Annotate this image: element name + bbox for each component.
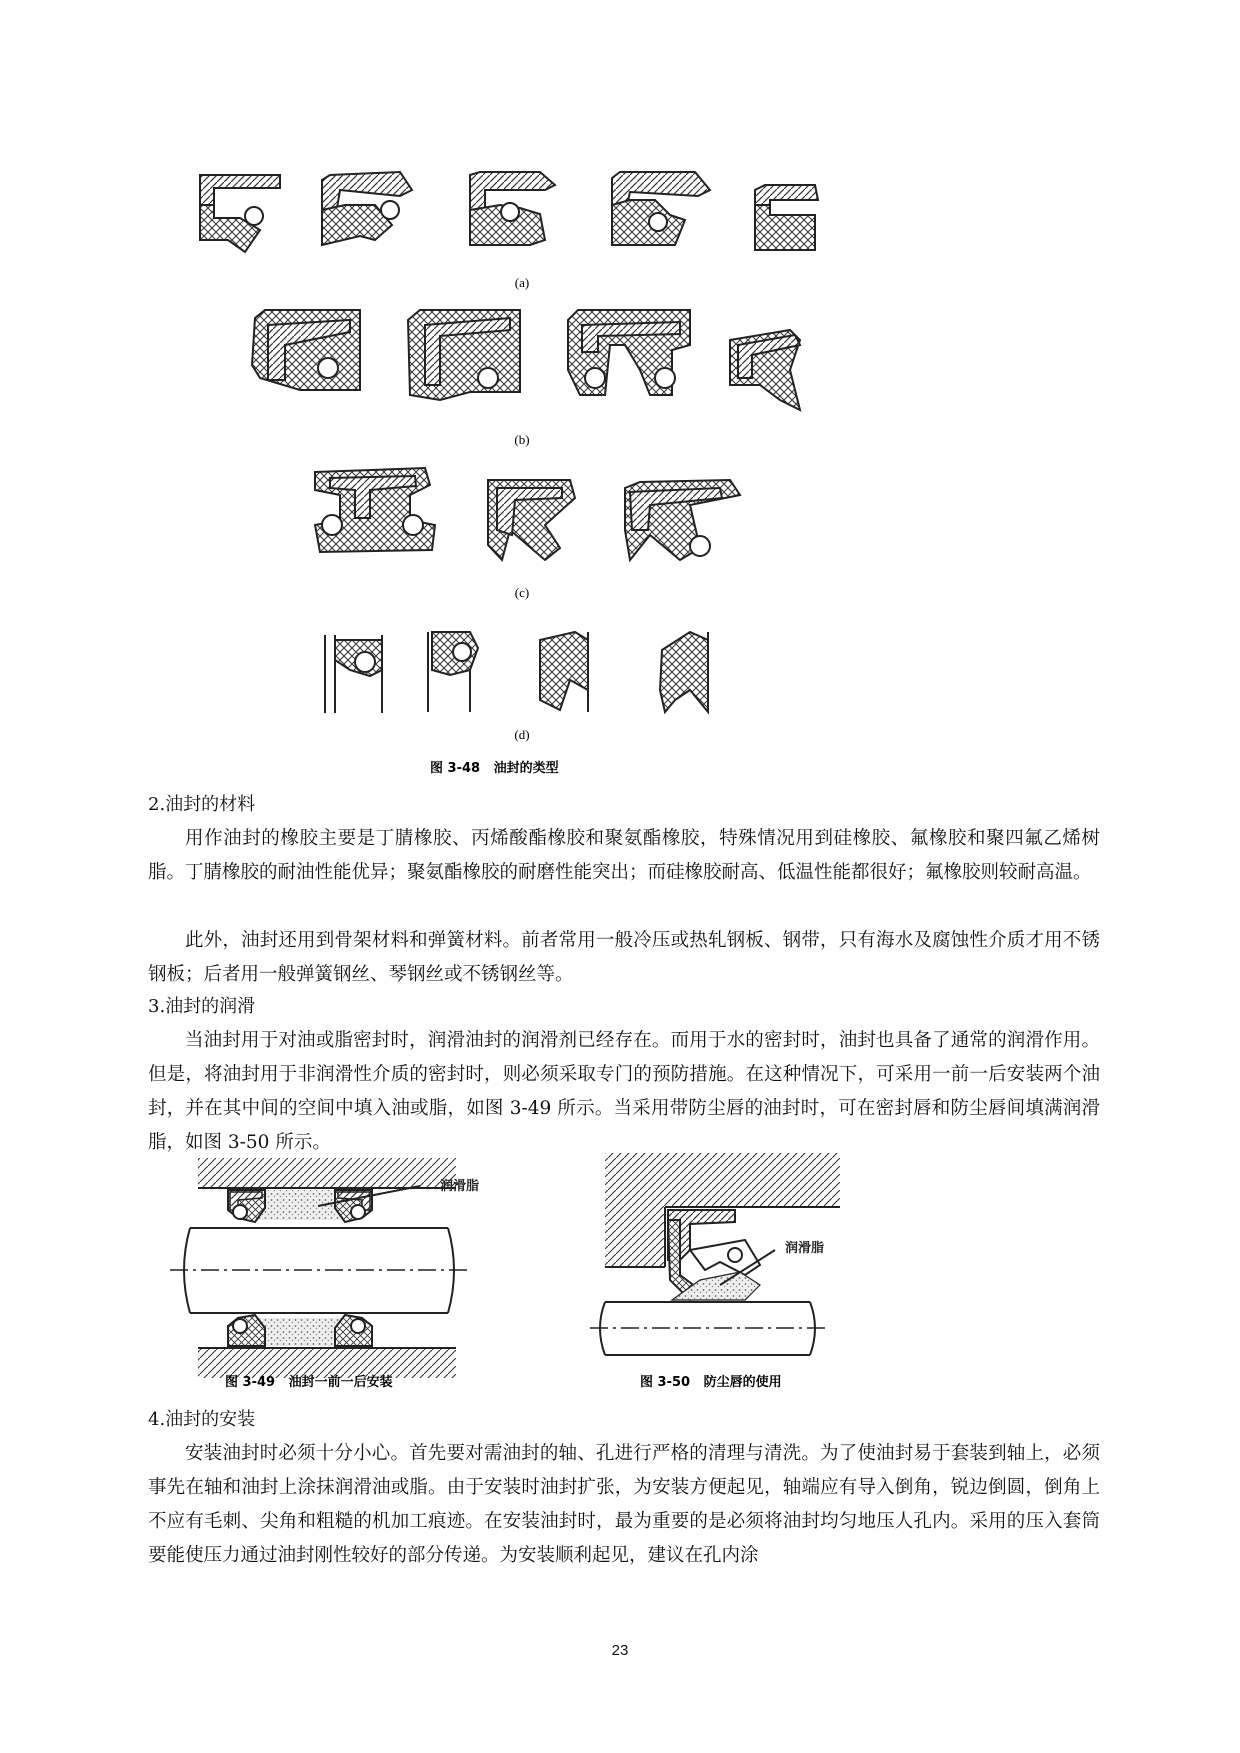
figure-3-50-caption: 图 3-50 防尘唇的使用 [640, 1375, 782, 1390]
seal-b1 [252, 310, 360, 390]
figure-3-49-illustration [170, 1158, 470, 1378]
figure-3-50-callout: 润滑脂 [785, 1241, 825, 1256]
figure-label-c: (c) [514, 585, 530, 600]
figure-3-49-callout: 润滑脂 [440, 1179, 480, 1194]
section-3-paragraph-1: 当油封用于对油或脂密封时，润滑油封的润滑剂已经存在。而用于水的密封时，油封也具备了通常的润滑作用。但是，将油封用于非润滑性介质的密封时，则必须采取专门的预防措施。在这种情况下，可采用一前一后安装两个油封，并在其中间的空间中填入油或脂，如图 3-49 所示。当采用带防尘唇的油封时，可在密封唇和防尘唇间填满润滑脂，如图 3-50 所示。 [148, 1030, 1100, 1153]
figure-3-48-drawing [0, 0, 1240, 800]
section-2-paragraph-2: 此外，油封还用到骨架材料和弹簧材料。前者常用一般冷压或热轧钢板、钢带，只有海水及腐蚀性介质才用不锈钢板；后者用一般弹簧钢丝、琴钢丝或不锈钢丝等。 [148, 930, 1100, 985]
seal-c2 [488, 480, 575, 560]
seal-d3 [540, 632, 588, 712]
page-number: 23 [611, 1642, 629, 1659]
section-2-heading: 2.油封的材料 [148, 794, 256, 815]
section-4-paragraph-1: 安装油封时必须十分小心。首先要对需油封的轴、孔进行严格的清理与清洗。为了使油封易于套装到轴上，必须事先在轴和油封上涂抹润滑油或脂。由于安装时油封扩张，为安装方便起见，轴端应有导入倒角，锐边倒圆，倒角上不应有毛刺、尖角和粗糙的机加工痕迹。在安装油封时，最为重要的是必须将油封均匀地压人孔内。采用的压入套筒要能使压力通过油封刚性较好的部分传递。为安装顺利起见，建议在孔内涂 [148, 1443, 1100, 1566]
seal-b3 [568, 310, 690, 395]
seal-c1 [315, 468, 435, 552]
seal-c3 [625, 480, 740, 560]
seal-a4 [612, 172, 710, 245]
seal-b2 [408, 310, 520, 400]
figures-3-49-3-50-drawing [0, 1150, 1240, 1400]
seal-a3 [470, 172, 555, 245]
seal-a2 [322, 172, 412, 245]
seal-a5 [755, 185, 818, 250]
seal-a1 [200, 175, 280, 252]
figure-3-49-caption: 图 3-49 油封一前一后安装 [225, 1375, 393, 1390]
seal-b4 [730, 330, 800, 410]
section-2-paragraph-1: 用作油封的橡胶主要是丁腈橡胶、丙烯酸酯橡胶和聚氨酯橡胶，特殊情况用到硅橡胶、氟橡胶和聚四氟乙烯树脂。丁腈橡胶的耐油性能优异；聚氨酯橡胶的耐磨性能突出；而硅橡胶耐高、低温性能都很好；氟橡胶则较耐高温。 [148, 828, 1100, 883]
seal-d2 [428, 632, 478, 712]
figure-label-d: (d) [514, 727, 530, 742]
figure-3-48-caption: 图 3-48 油封的类型 [430, 761, 559, 776]
figure-label-b: (b) [514, 432, 530, 447]
section-3-heading: 3.油封的润滑 [148, 996, 256, 1017]
figure-label-a: (a) [514, 275, 530, 290]
seal-d1 [325, 635, 382, 713]
section-4-heading: 4.油封的安装 [148, 1409, 256, 1430]
seal-d4 [660, 632, 708, 712]
